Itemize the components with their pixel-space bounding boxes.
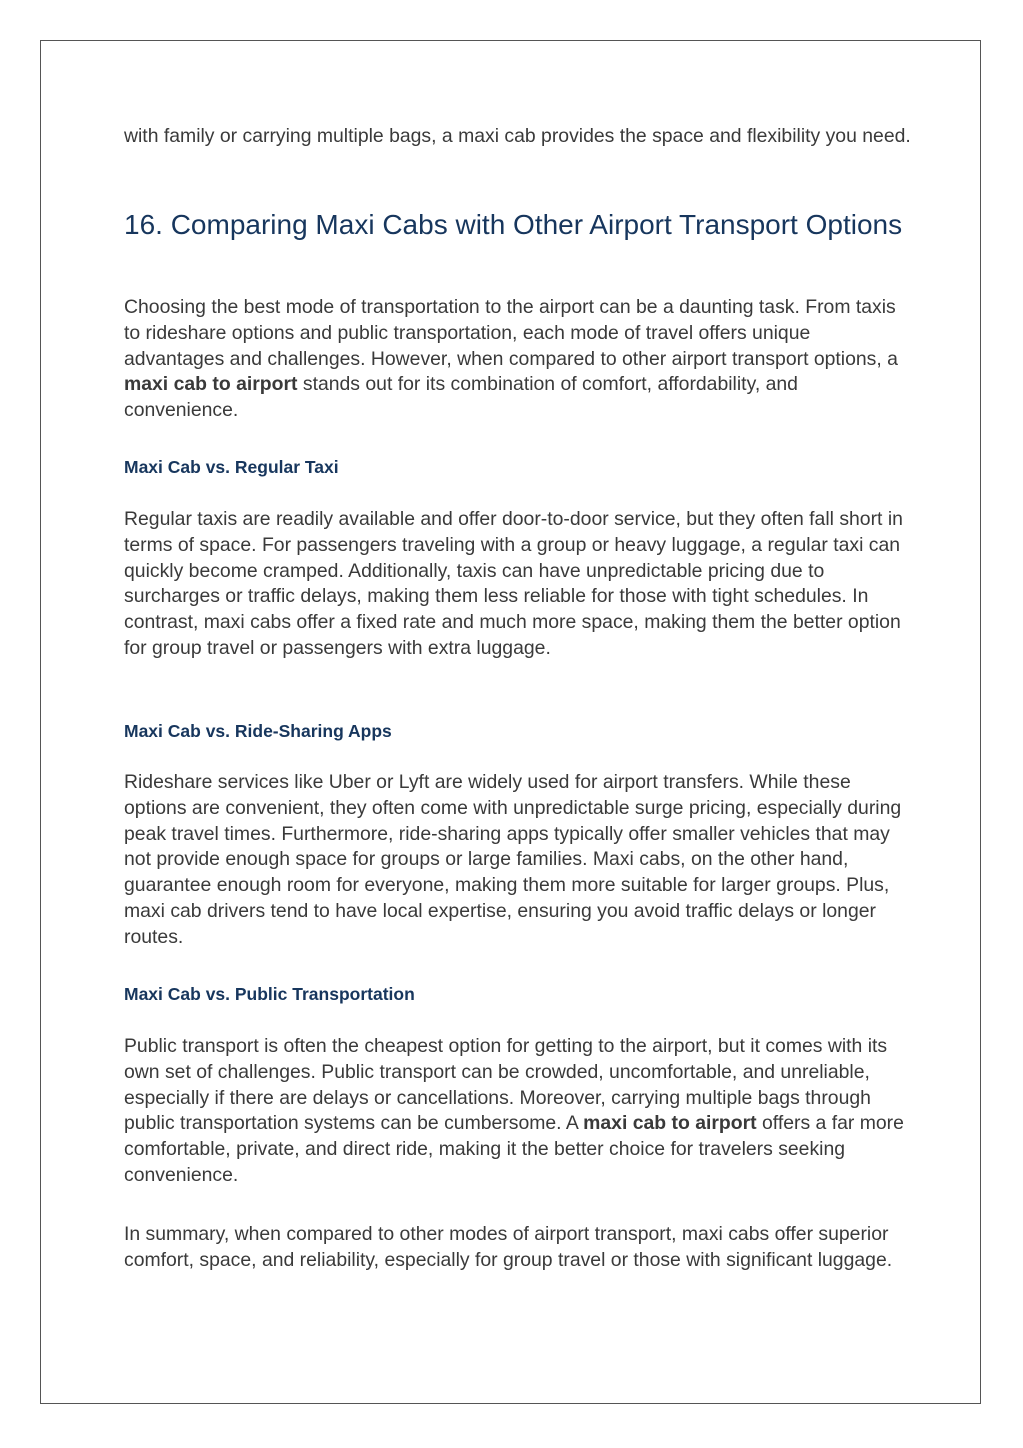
keyword-link-text: maxi cab to airport: [583, 1112, 757, 1135]
text-span: Choosing the best mode of transportation to the airport can be a daunting task. From taxis to rideshare options and public transportation, each mode of travel offers unique advantages and challenges. However, when compared to other airport transport options, a: [124, 296, 898, 370]
subheading-regular-taxi: Maxi Cab vs. Regular Taxi: [124, 457, 339, 477]
section-heading: 16. Comparing Maxi Cabs with Other Airport Transport Options: [124, 209, 903, 240]
text-span: Public transport is often the cheapest option for getting to the airport, but it comes with its own set of challenges. Public transport can be crowded, uncomfortable, and unreliable, especially if there are delays or cancellations. Moreover, carrying multiple bags through public transportation systems can be cumbersome. A: [124, 1035, 888, 1135]
intro-paragraph: with family or carrying multiple bags, a maxi cab provides the space and flexibility you need.: [124, 125, 911, 147]
text-span: offers a far more comfortable, private, and direct ride, making it the better choice for travelers seeking convenience.: [124, 1112, 904, 1186]
subheading-public-transport: Maxi Cab vs. Public Transportation: [124, 984, 415, 1004]
paragraph-ride-sharing: Rideshare services like Uber or Lyft are widely used for airport transfers. While these options are convenient, they often come with unpredictable surge pricing, especially during peak travel times. Furthermore, ride-sharing apps typically offer smaller vehicles that may not provide enough space for groups or large families. Maxi cabs, on the other hand, guarantee enough room for everyone, making them more suitable for larger groups. Plus, maxi cab drivers tend to have local expertise, ensuring you avoid traffic delays or longer routes.: [124, 771, 902, 948]
text-span: stands out for its combination of comfort, affordability, and convenience.: [124, 373, 798, 422]
paragraph-public-transport: [124, 1034, 914, 1189]
keyword-link-text: maxi cab to airport: [124, 373, 298, 396]
summary-paragraph: In summary, when compared to other modes of airport transport, maxi cabs offer superior comfort, space, and reliability, especially for group travel or those with significant luggage.: [124, 1223, 893, 1271]
paragraph-regular-taxi: Regular taxis are readily available and offer door-to-door service, but they often fall short in terms of space. For passengers traveling with a group or heavy luggage, a regular taxi can quickly become cramped. Additionally, taxis can have unpredictable pricing due to surcharges or traffic delays, making them less reliable for those with tight schedules. In contrast, maxi cabs offer a fixed rate and much more space, making them the better option for group travel or passengers with extra luggage.: [124, 508, 903, 659]
section-intro-paragraph: [124, 295, 914, 424]
subheading-ride-sharing: Maxi Cab vs. Ride-Sharing Apps: [124, 721, 392, 741]
